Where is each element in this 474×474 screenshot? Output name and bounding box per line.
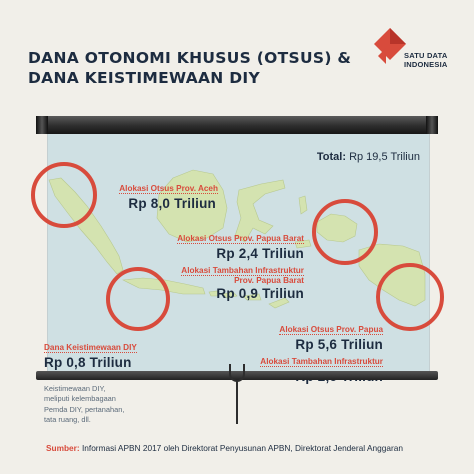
aceh-label: Alokasi Otsus Prov. Aceh: [119, 184, 218, 193]
papua-infra-label: Alokasi Tambahan Infrastruktur: [260, 357, 383, 366]
papua-barat-highlight-circle: [314, 201, 376, 263]
aceh-value: Rp 8,0 Triliun: [128, 196, 216, 211]
screen-pull-handle: [229, 364, 245, 382]
title-line-2: DANA KEISTIMEWAAN DIY: [28, 69, 261, 87]
papua-barat-infra-label: Alokasi Tambahan Infrastruktur Prov. Papua Barat: [181, 266, 304, 285]
source-text: Informasi APBN 2017 oleh Direktorat Penyusunan APBN, Direktorat Jenderal Anggaran: [81, 443, 403, 453]
brand-line-1: SATU DATA: [404, 51, 448, 60]
screen-stand: [236, 380, 238, 424]
title-line-1: DANA OTONOMI KHUSUS (OTSUS) &: [28, 49, 352, 67]
total-allocation: [317, 151, 420, 163]
total-value: Rp 19,5 Triliun: [349, 151, 420, 163]
brand-line-2: INDONESIA: [404, 59, 448, 69]
diy-highlight-circle: [108, 269, 168, 329]
diy-value: Rp 0,8 Triliun: [44, 355, 132, 370]
papua-label: Alokasi Otsus Prov. Papua: [279, 325, 383, 334]
source-note: [46, 443, 403, 453]
papua-highlight-circle: [378, 265, 442, 329]
papua-barat-infra-value: Rp 0,9 Triliun: [216, 286, 304, 301]
papua-barat-value: Rp 2,4 Triliun: [216, 246, 304, 261]
total-label: Total:: [316, 151, 346, 163]
diy-label: Dana Keistimewaan DIY: [44, 343, 137, 352]
papua-value: Rp 5,6 Triliun: [295, 337, 383, 352]
source-label: Sumber:: [46, 443, 80, 453]
papua-barat-label: Alokasi Otsus Prov. Papua Barat: [177, 234, 304, 243]
aceh-highlight-circle: [33, 164, 95, 226]
diy-note: Keistimewaan DIY, meliputi kelembagaan Pemda DIY, pertanahan, tata ruang, dll.: [44, 383, 125, 424]
